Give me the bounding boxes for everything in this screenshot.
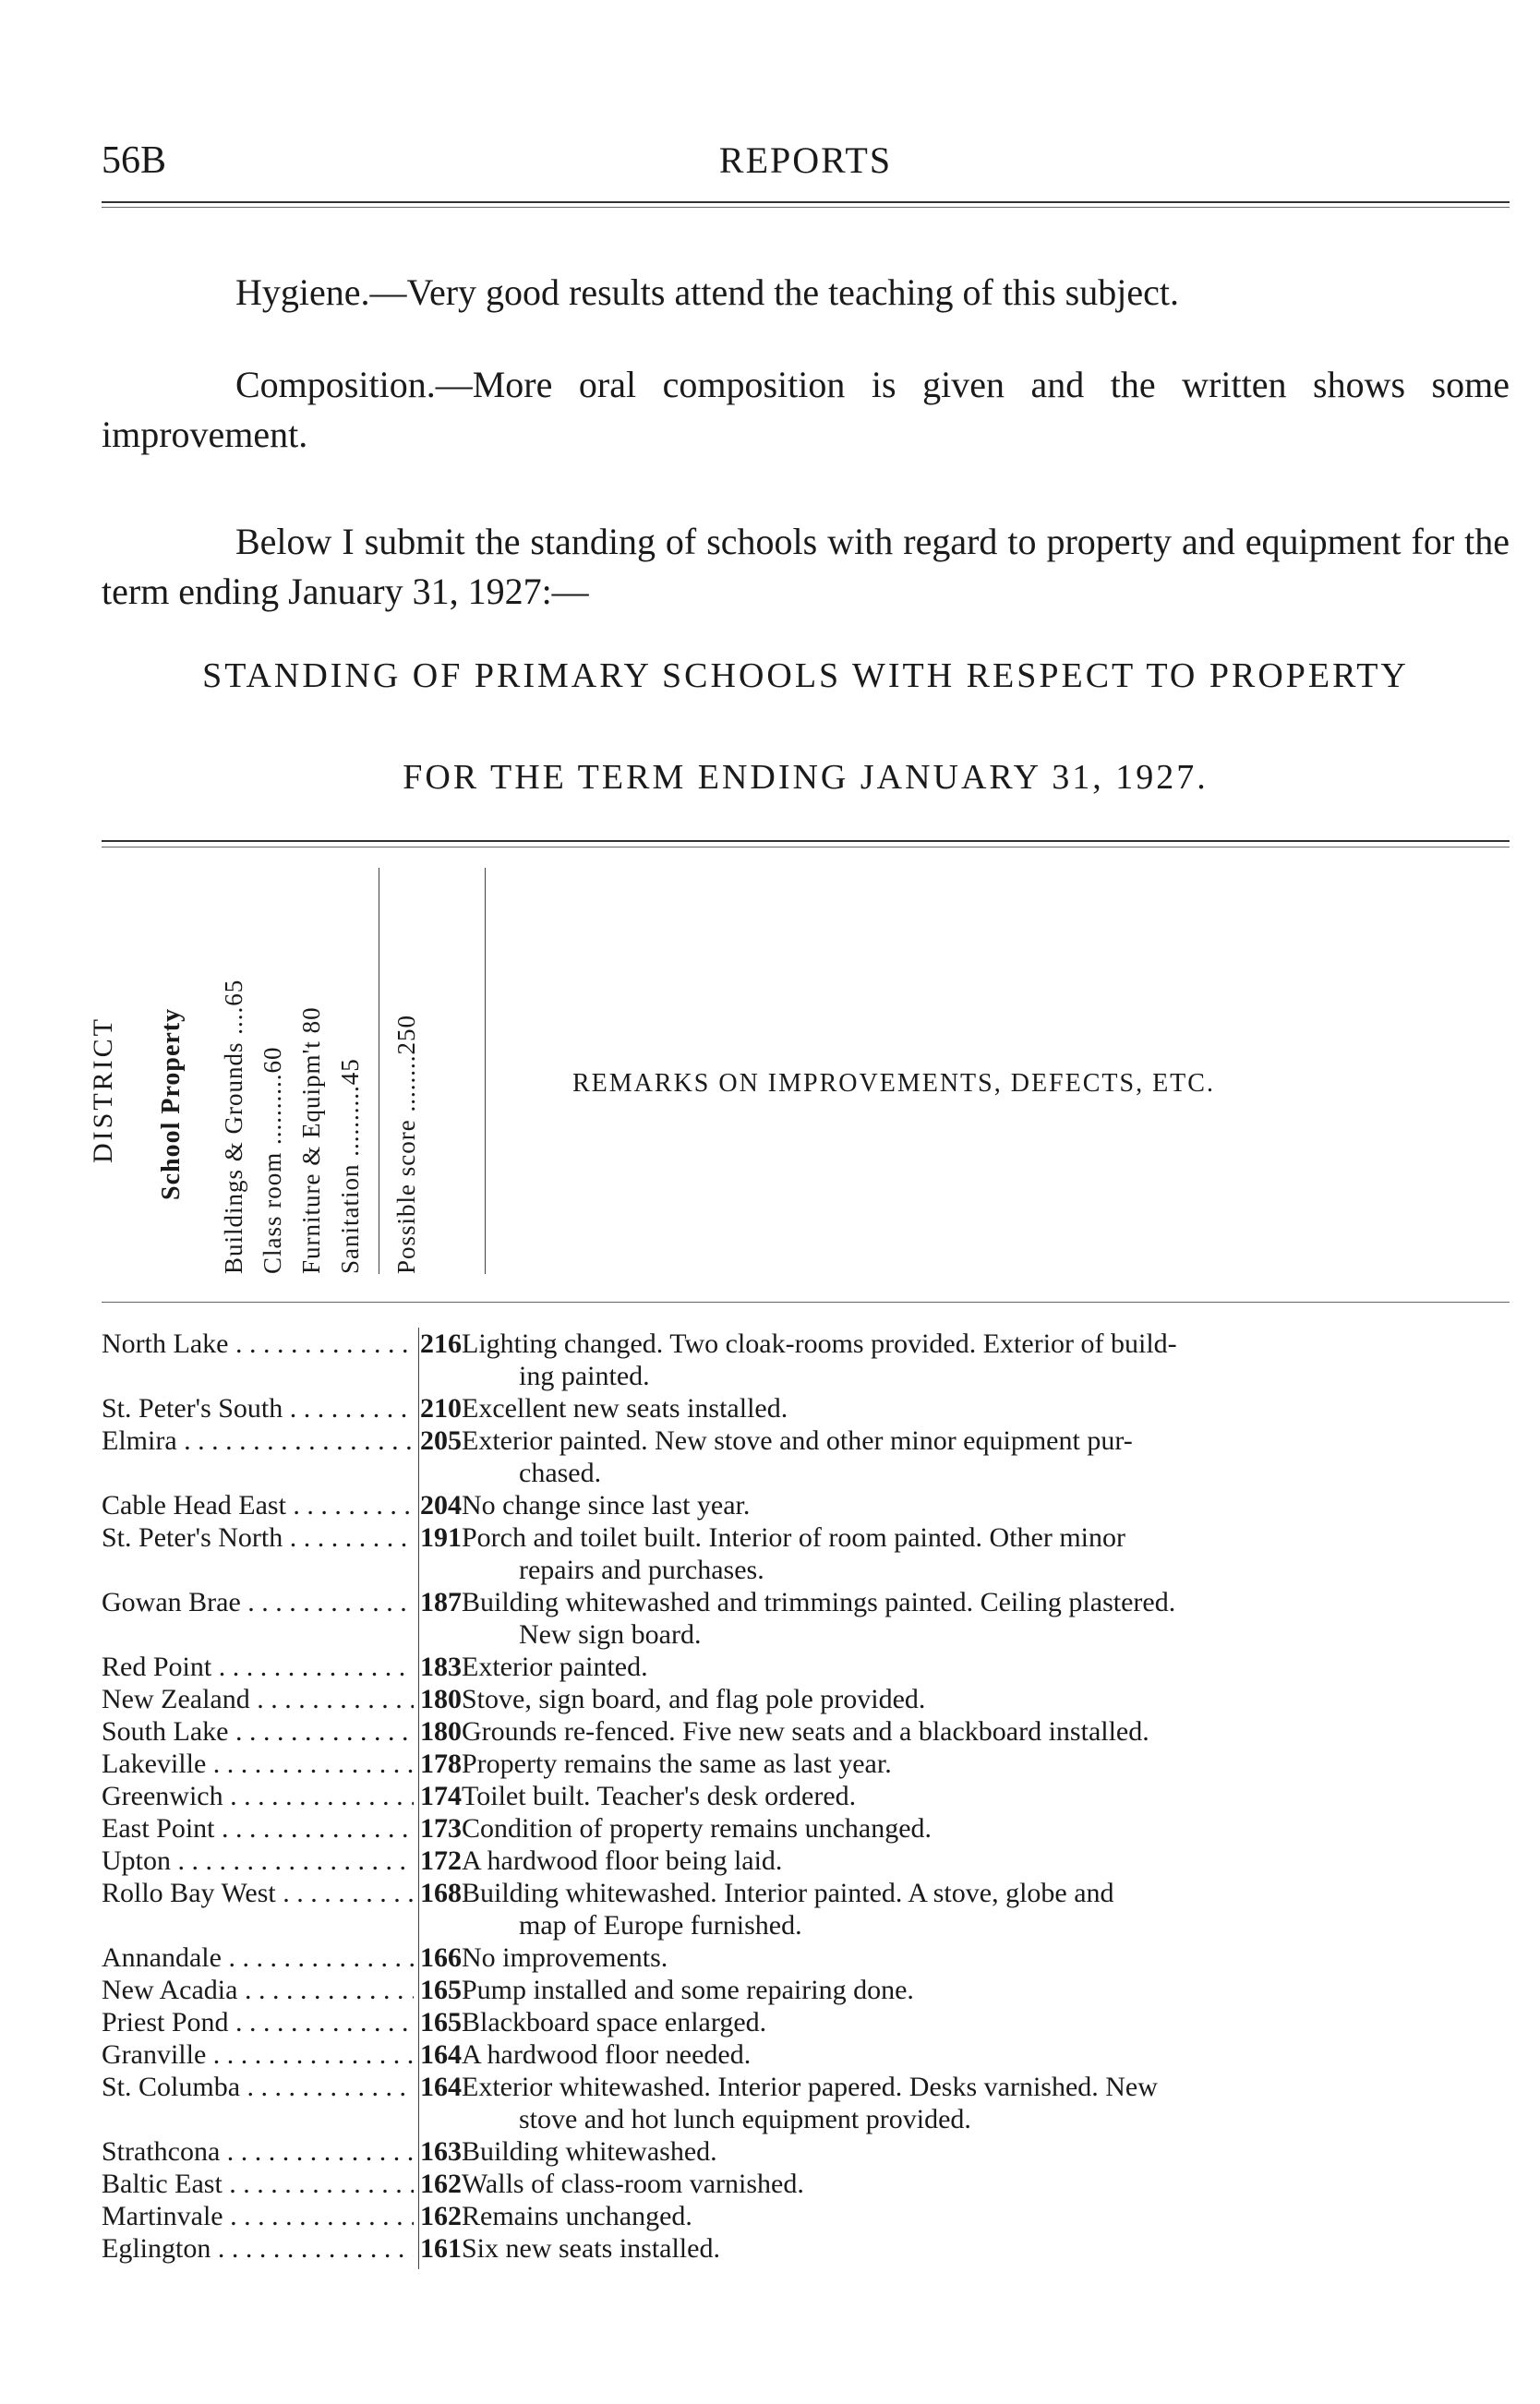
remark-text: Condition of property remains unchanged. (462, 1813, 932, 1844)
district-name: New Zealand . . . (102, 1683, 414, 1715)
remark-text: Remains unchanged. (462, 2201, 692, 2231)
score: 191 (420, 1522, 462, 1553)
remark-text: Toilet built. Teacher's desk ordered. (462, 1781, 857, 1811)
district-name: Granville . . . (102, 2038, 414, 2071)
running-head: REPORTS (718, 139, 893, 181)
remark-continuation: stove and hot lunch equipment provided. (519, 2104, 971, 2134)
header-rule-thin (102, 207, 1510, 208)
score: 180 (420, 1684, 462, 1714)
remark-continuation: chased. (519, 1458, 602, 1488)
remark-text: Building whitewashed. Interior painted. A stove, globe and (462, 1878, 1114, 1908)
remark-text: Property remains the same as last year. (462, 1749, 892, 1779)
table-top-rule (102, 840, 1510, 842)
remark-text: No improvements. (462, 1942, 668, 1973)
district-name: Gowan Brae . . . (102, 1586, 414, 1618)
col-header-remarks: REMARKS ON IMPROVEMENTS, DEFECTS, ETC. (572, 1069, 1215, 1098)
district-name: Eglington . . . (102, 2232, 414, 2265)
score: 183 (420, 1652, 462, 1682)
score: 164 (420, 2072, 462, 2102)
paragraph-standing-text: Below I submit the standing of schools with regard to property and equipment for the term ending January 31, 1927:— (102, 521, 1510, 612)
remark-text: Grounds re-fenced. Five new seats and a blackboard installed. (462, 1716, 1149, 1747)
remark-text: Pump installed and some repairing done. (462, 1975, 914, 2005)
remark-text: Exterior whitewashed. Interior papered. Desks varnished. New (462, 2072, 1158, 2102)
paragraph-composition (102, 360, 1510, 460)
remark-text: A hardwood floor being laid. (462, 1845, 783, 1876)
table-title-line1: STANDING OF PRIMARY SCHOOLS WITH RESPECT TO PROPERTY (202, 656, 1409, 695)
district-name: Red Point . . . (102, 1651, 414, 1683)
district-name: Strathcona . . . (102, 2135, 414, 2168)
district-name: East Point . . . (102, 1812, 414, 1845)
district-name: St. Peter's South . . . (102, 1392, 414, 1424)
score: 210 (420, 1393, 462, 1424)
score: 163 (420, 2136, 462, 2167)
remark-text: A hardwood floor needed. (462, 2039, 752, 2070)
district-name: New Acadia . . . (102, 1974, 414, 2006)
remark-text: Porch and toilet built. Interior of room painted. Other minor (462, 1522, 1126, 1553)
remark-text: Exterior painted. (462, 1652, 648, 1682)
header-bottom-rule (102, 1302, 1510, 1303)
remark-text: Excellent new seats installed. (462, 1393, 788, 1424)
remark-continuation: New sign board. (519, 1619, 702, 1650)
score: 162 (420, 2169, 462, 2199)
col-header-class-room: Class room ..........60 (259, 1046, 286, 1274)
remark-text: No change since last year. (462, 1490, 751, 1521)
remark-text: Six new seats installed. (462, 2233, 720, 2264)
paragraph-composition-text: Composition.—More oral composition is given and the written shows some improvement. (102, 364, 1510, 455)
table-title-line2: FOR THE TERM ENDING JANUARY 31, 1927. (403, 758, 1209, 797)
remark-continuation: ing painted. (519, 1361, 650, 1391)
col-header-sanitation: Sanitation ..........45 (336, 1058, 364, 1274)
score: 166 (420, 1942, 462, 1973)
col-header-possible-score: Possible score ........250 (392, 1015, 420, 1274)
district-name: North Lake . . . (102, 1328, 414, 1360)
remark-continuation: map of Europe furnished. (519, 1910, 802, 1941)
score: 168 (420, 1878, 462, 1908)
remark-text: Building whitewashed and trimmings painted. Ceiling plastered. (462, 1587, 1176, 1617)
score: 162 (420, 2201, 462, 2231)
score: 172 (420, 1845, 462, 1876)
col-header-buildings: Buildings & Grounds ....65 (220, 979, 247, 1274)
district-name: Lakeville . . . (102, 1748, 414, 1780)
remark-text: Walls of class-room varnished. (462, 2169, 804, 2199)
remark-text: Building whitewashed. (462, 2136, 717, 2167)
district-name: South Lake . . . (102, 1715, 414, 1748)
col-header-district: DISTRICT (88, 1016, 118, 1163)
score-column-rule (418, 1328, 419, 2269)
score: 205 (420, 1425, 462, 1456)
district-name: Upton . . . (102, 1845, 414, 1877)
paragraph-hygiene-text: Hygiene.—Very good results attend the teaching of this subject. (235, 271, 1179, 313)
page-number: 56B (102, 139, 167, 182)
score: 180 (420, 1716, 462, 1747)
score: 187 (420, 1587, 462, 1617)
paragraph-standing (102, 517, 1510, 617)
district-name: Annandale . . . (102, 1941, 414, 1974)
col-divider-2 (485, 868, 486, 1274)
col-header-school-property: School Property (157, 1007, 186, 1200)
col-header-furniture: Furniture & Equipm't 80 (297, 1006, 325, 1274)
score: 165 (420, 2007, 462, 2037)
district-name: Martinvale . . . (102, 2200, 414, 2232)
district-name: St. Columba . . . (102, 2071, 414, 2103)
score: 174 (420, 1781, 462, 1811)
score: 216 (420, 1328, 462, 1359)
remark-continuation: repairs and purchases. (519, 1555, 764, 1585)
district-name: St. Peter's North . . . (102, 1521, 414, 1554)
district-name: Rollo Bay West . . . (102, 1877, 414, 1909)
remark-text: Lighting changed. Two cloak-rooms provided. Exterior of build- (462, 1328, 1177, 1359)
district-name: Priest Pond . . . (102, 2006, 414, 2038)
district-name: Greenwich . . . (102, 1780, 414, 1812)
district-name: Cable Head East . . . (102, 1489, 414, 1521)
remark-text: Blackboard space enlarged. (462, 2007, 767, 2037)
header-rule (102, 201, 1510, 203)
score: 178 (420, 1749, 462, 1779)
score: 204 (420, 1490, 462, 1521)
score: 165 (420, 1975, 462, 2005)
remark-text: Exterior painted. New stove and other minor equipment pur- (462, 1425, 1133, 1456)
score: 161 (420, 2233, 462, 2264)
district-name: Elmira . . . (102, 1424, 414, 1457)
remark-text: Stove, sign board, and flag pole provided. (462, 1684, 926, 1714)
district-name: Baltic East . . . (102, 2168, 414, 2200)
paragraph-hygiene (102, 268, 1510, 318)
score: 173 (420, 1813, 462, 1844)
page-header (102, 138, 1510, 194)
score: 164 (420, 2039, 462, 2070)
